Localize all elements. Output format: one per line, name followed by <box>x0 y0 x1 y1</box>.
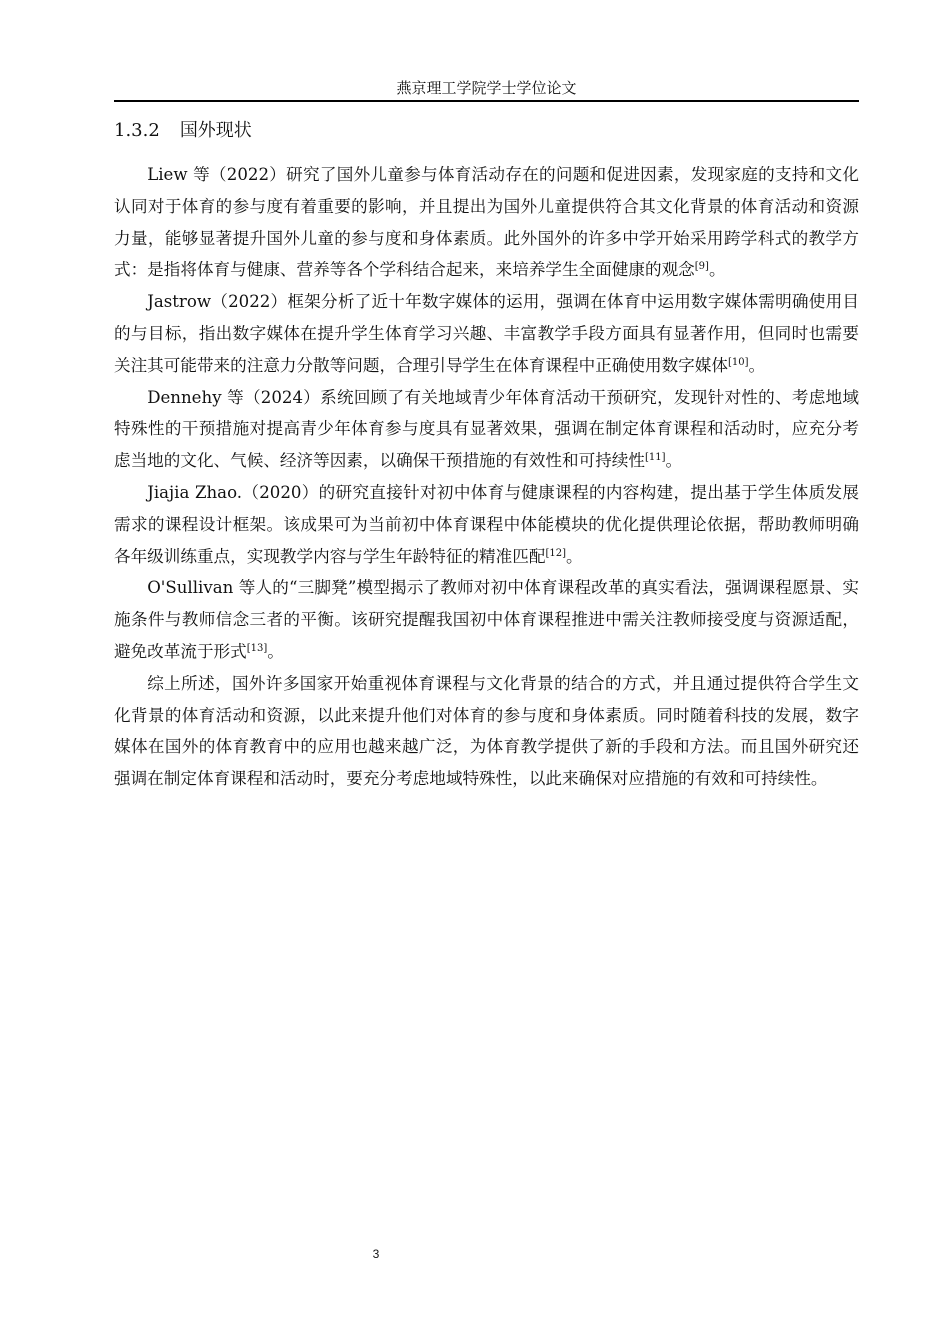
paragraph-end: 。 <box>708 260 726 280</box>
paragraph-zhao <box>114 477 859 572</box>
header-rule <box>114 100 859 102</box>
citation-ref: [9] <box>694 261 709 273</box>
paragraph-end: 。 <box>665 451 683 471</box>
page-header: 燕京理工学院学士学位论文 <box>396 79 577 97</box>
paragraph-text: Jastrow（2022）框架分析了近十年数字媒体的运用，强调在体育中运用数字媒体需明确使用目的与目标，指出数字媒体在提升学生体育学习兴趣、丰富教学手段方面具有显著作用，但同时也需要关注其可能带来的注意力分散等问题，合理引导学生在体育课程中正确使用数字媒体 <box>114 292 859 375</box>
section-heading <box>114 118 252 144</box>
paragraph-dennehy <box>114 382 859 477</box>
citation-ref: [12] <box>545 547 566 559</box>
section-title: 国外现状 <box>179 120 252 141</box>
paragraph-text: 综上所述，国外许多国家开始重视体育课程与文化背景的结合的方式，并且通过提供符合学生文化背景的体育活动和资源，以此来提升他们对体育的参与度和身体素质。同时随着科技的发展，数字媒体在国外的体育教育中的应用也越来越广泛，为体育教学提供了新的手段和方法。而且国外研究还强调在制定体育课程和活动时，要充分考虑地域特殊性，以此来确保对应措施的有效和可持续性。 <box>114 673 859 789</box>
paragraph-end: 。 <box>565 546 583 566</box>
page-number: 3 <box>372 1247 380 1261</box>
paragraph-text: Jiajia Zhao.（2020）的研究直接针对初中体育与健康课程的内容构建，提出基于学生体质发展需求的课程设计框架。该成果可为当前初中体育课程中体能模块的优化提供理论依据，帮助教师明确各年级训练重点，实现教学内容与学生年龄特征的精准匹配 <box>114 482 859 566</box>
paragraph-end: 。 <box>267 641 284 661</box>
paragraph-end: 。 <box>748 355 766 375</box>
citation-ref: [10] <box>727 356 749 368</box>
citation-ref: [13] <box>246 642 268 654</box>
citation-ref: [11] <box>645 452 666 464</box>
paragraph-text: Dennehy 等（2024）系统回顾了有关地域青少年体育活动干预研究，发现针对性的、考虑地域特殊性的干预措施对提高青少年体育参与度具有显著效果，强调在制定体育课程和活动时，应充分考虑当地的文化、气候、经济等因素，以确保干预措施的有效性和可持续性 <box>114 387 859 471</box>
paragraph-summary <box>114 668 859 795</box>
paragraph-text: O'Sullivan 等人的“三脚凳”模型揭示了教师对初中体育课程改革的真实看法，强调课程愿景、实施条件与教师信念三者的平衡。该研究提醒我国初中体育课程推进中需关注教师接受度与资源适配，避免改革流于形式 <box>114 578 859 661</box>
paragraph-osullivan <box>114 572 859 667</box>
body-text <box>114 159 859 795</box>
paragraph-jastrow <box>114 286 859 381</box>
paragraph-text: Liew 等（2022）研究了国外儿童参与体育活动存在的问题和促进因素，发现家庭的支持和文化认同对于体育的参与度有着重要的影响，并且提出为国外儿童提供符合其文化背景的体育活动和资源力量，能够显著提升国外儿童的参与度和身体素质。此外国外的许多中学开始采用跨学科式的教学方式：是指将体育与健康、营养等各个学科结合起来，来培养学生全面健康的观念 <box>114 165 859 280</box>
paragraph-liew <box>114 159 859 286</box>
section-number: 1.3.2 <box>114 120 160 141</box>
